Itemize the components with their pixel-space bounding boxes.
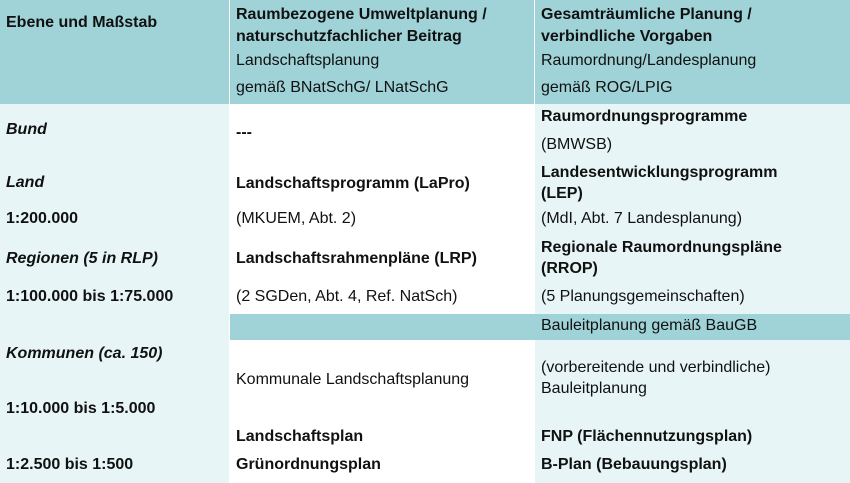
- level-kommunen: Kommunen (ca. 150): [6, 345, 163, 362]
- b-plan: B-Plan (Bebauungsplan): [541, 456, 727, 473]
- level-regionen: Regionen (5 in RLP): [6, 250, 158, 267]
- header-ebene: Ebene und Maßstab: [6, 14, 158, 31]
- header-raumordnung: Raumordnung/Landesplanung: [541, 52, 757, 69]
- bund-bmwsb: (BMWSB): [541, 136, 613, 153]
- header-bnatschg: gemäß BNatSchG/ LNatSchG: [236, 79, 449, 96]
- kommunale-landschaftsplanung: Kommunale Landschaftsplanung: [236, 371, 470, 388]
- bund-mid: ---: [236, 124, 252, 141]
- landschaftsplan: Landschaftsplan: [236, 428, 364, 445]
- kommunen-bauleitplanung-1: (vorbereitende und verbindliche): [541, 359, 771, 376]
- bund-raumordnungsprogramme: Raumordnungsprogramme: [541, 108, 748, 125]
- scale-regionen: 1:100.000 bis 1:75.000: [6, 288, 174, 305]
- regionen-rrop-1: Regionale Raumordnungspläne: [541, 239, 782, 256]
- header-landschaftsplanung: Landschaftsplanung: [236, 52, 380, 69]
- land-lapro: Landschaftsprogramm (LaPro): [236, 175, 470, 192]
- scale-kommunen: 1:10.000 bis 1:5.000: [6, 400, 156, 417]
- bauleitplanung-banner: Bauleitplanung gemäß BauGB: [541, 317, 758, 334]
- scale-plan: 1:2.500 bis 1:500: [6, 456, 134, 473]
- land-lep-1: Landesentwicklungsprogramm: [541, 164, 778, 181]
- header-rog: gemäß ROG/LPIG: [541, 79, 673, 96]
- kommunen-bauleitplanung-2: Bauleitplanung: [541, 380, 647, 397]
- regionen-rrop-2: (RROP): [541, 260, 598, 277]
- header-umweltplanung-1: Raumbezogene Umweltplanung /: [236, 6, 487, 23]
- header-gesamtraeumlich-1: Gesamträumliche Planung /: [541, 6, 752, 23]
- land-mdi: (MdI, Abt. 7 Landesplanung): [541, 210, 743, 227]
- header-gesamtraeumlich-2: verbindliche Vorgaben: [541, 28, 713, 45]
- regionen-lrp: Landschaftsrahmenpläne (LRP): [236, 250, 477, 267]
- scale-land: 1:200.000: [6, 210, 79, 227]
- land-lep-2: (LEP): [541, 185, 583, 202]
- level-land: Land: [6, 174, 45, 191]
- gruenordnungsplan: Grünordnungsplan: [236, 456, 381, 473]
- regionen-sgden: (2 SGDen, Abt. 4, Ref. NatSch): [236, 288, 458, 305]
- level-bund: Bund: [6, 121, 47, 138]
- land-mkuem: (MKUEM, Abt. 2): [236, 210, 357, 227]
- fnp: FNP (Flächennutzungsplan): [541, 428, 753, 445]
- regionen-planungsgemeinschaften: (5 Planungsgemeinschaften): [541, 288, 745, 305]
- header-umweltplanung-2: naturschutzfachlicher Beitrag: [236, 28, 462, 45]
